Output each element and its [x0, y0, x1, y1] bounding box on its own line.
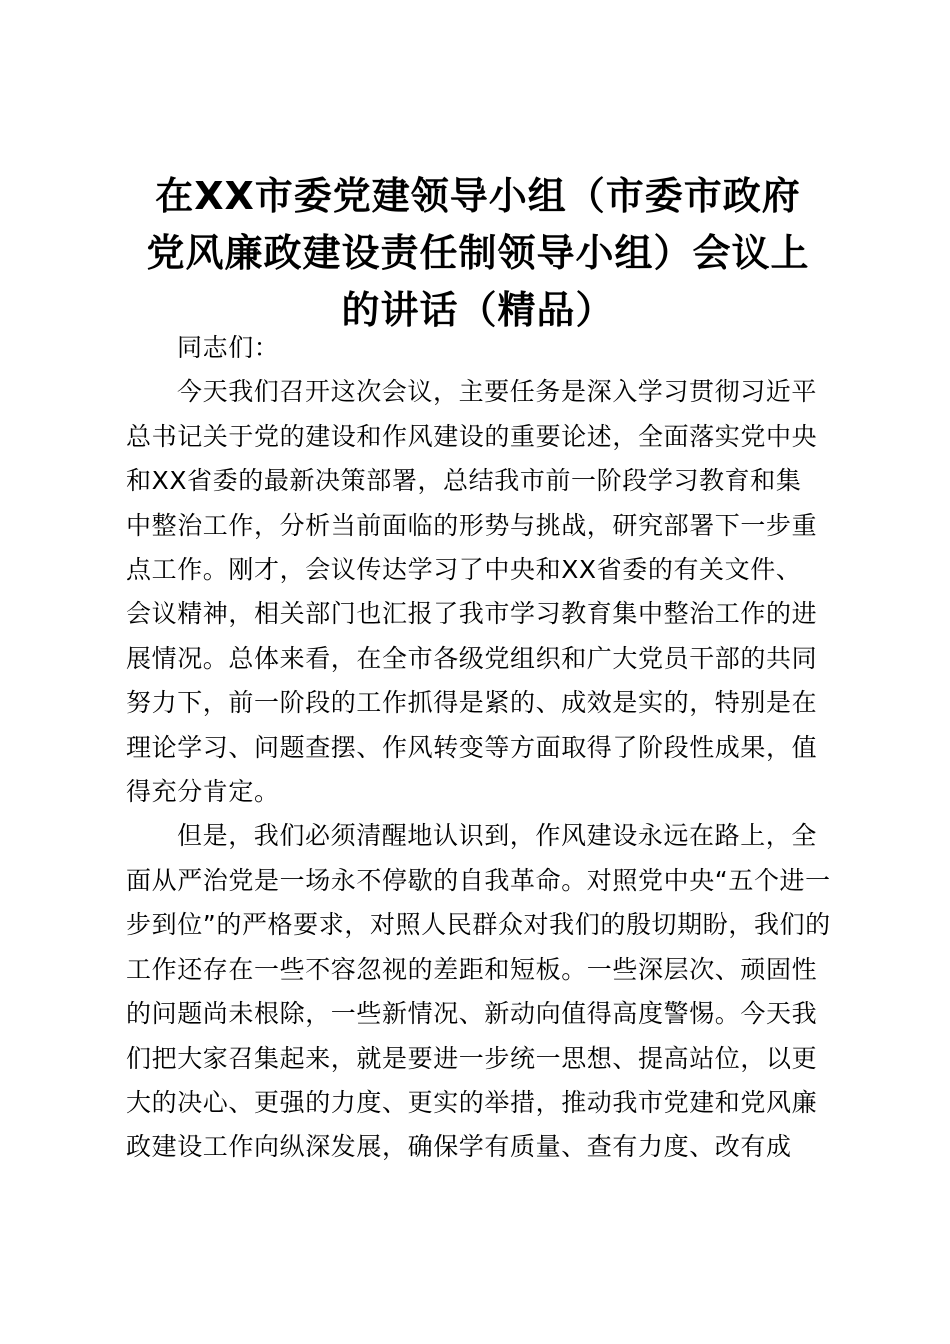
text-line: 面从严治党是一场永不停歇的自我革命。对照党中央“五个进一: [126, 865, 831, 895]
salutation: [126, 326, 836, 370]
paragraph-1: [126, 370, 836, 814]
text-line: 得充分肯定。: [126, 777, 280, 807]
text-line: 今天我们召开这次会议，主要任务是深入学习贯彻习近平: [177, 377, 818, 407]
text-line: 政建设工作向纵深发展，确保学有质量、查有力度、改有成: [126, 1132, 792, 1162]
text-line: 展情况。总体来看，在全市各级党组织和广大党员干部的共同: [126, 643, 818, 673]
text-line: 中整治工作，分析当前面临的形势与挑战，研究部署下一步重: [126, 510, 818, 540]
text-line: 步到位”的严格要求，对照人民群众对我们的殷切期盼，我们的: [126, 910, 831, 940]
document-body: [126, 326, 836, 1170]
title-line: 党风廉政建设责任制领导小组）会议上: [146, 231, 810, 275]
text-line: 总书记关于党的建设和作风建设的重要论述，全面落实党中央: [126, 421, 818, 451]
text-line: 理论学习、问题查摆、作风转变等方面取得了阶段性成果，值: [126, 732, 818, 762]
document-title: [118, 168, 838, 339]
text-line: 的问题尚未根除，一些新情况、新动向值得高度警惕。今天我: [126, 999, 818, 1029]
text-line: 工作还存在一些不容忽视的差距和短板。一些深层次、顽固性: [126, 954, 818, 984]
paragraph-2: [126, 814, 836, 1169]
text-line: 会议精神，相关部门也汇报了我市学习教育集中整治工作的进: [126, 599, 818, 629]
text-line: 大的决心、更强的力度、更实的举措，推动我市党建和党风廉: [126, 1087, 818, 1117]
text-line: 点工作。刚才，会议传达学习了中央和XX省委的有关文件、: [126, 555, 802, 585]
title-line: 的讲话（精品）: [341, 288, 615, 332]
text-line: 们把大家召集起来，就是要进一步统一思想、提高站位，以更: [126, 1043, 818, 1073]
text-line: 和XX省委的最新决策部署，总结我市前一阶段学习教育和集: [126, 466, 802, 496]
text-line: 努力下，前一阶段的工作抓得是紧的、成效是实的，特别是在: [126, 688, 818, 718]
text-line: 但是，我们必须清醒地认识到，作风建设永远在路上，全: [177, 821, 818, 851]
title-line: 在XX市委党建领导小组（市委市政府: [155, 174, 801, 218]
salutation-text: 同志们：: [177, 333, 280, 362]
